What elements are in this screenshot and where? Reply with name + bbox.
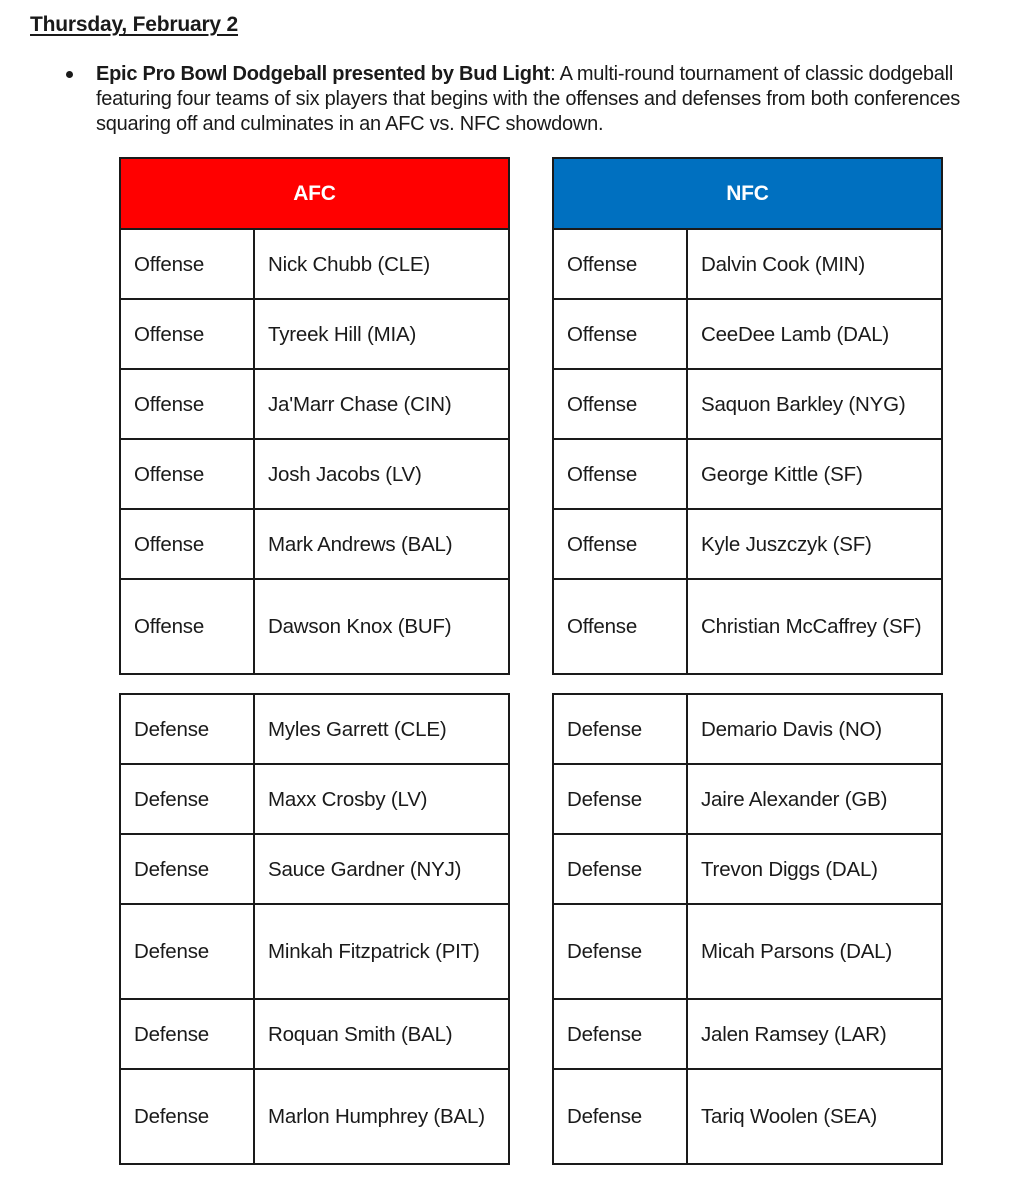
table-row [553,834,942,904]
table-row [120,834,509,904]
table-row [553,229,942,299]
player-cell: CeeDee Lamb (DAL) [687,299,942,369]
event-title: Epic Pro Bowl Dodgeball presented by Bud Light [96,63,551,85]
table-row [120,509,509,579]
player-cell: Trevon Diggs (DAL) [687,834,942,904]
position-cell: Defense [553,1069,687,1164]
player-cell: Nick Chubb (CLE) [254,229,509,299]
table-row [553,579,942,674]
position-cell: Offense [120,229,254,299]
nfc-offense-table [552,157,943,675]
position-cell: Offense [553,579,687,674]
position-cell: Offense [120,509,254,579]
position-cell: Offense [553,369,687,439]
player-cell: Josh Jacobs (LV) [254,439,509,509]
table-row [553,439,942,509]
player-cell: George Kittle (SF) [687,439,942,509]
position-cell: Defense [120,764,254,834]
position-cell: Defense [120,1069,254,1164]
position-cell: Defense [553,904,687,999]
position-cell: Offense [120,299,254,369]
event-description: : A multi-round tournament of classic dodgeball featuring four teams of six players that begins with the offenses and defenses from both conferences squaring off and culminates in an AFC vs. NFC showdown. [96,63,961,135]
position-cell: Offense [120,369,254,439]
player-cell: Ja'Marr Chase (CIN) [254,369,509,439]
table-row [553,369,942,439]
player-cell: Christian McCaffrey (SF) [687,579,942,674]
position-cell: Offense [120,439,254,509]
table-row [553,999,942,1069]
player-cell: Demario Davis (NO) [687,694,942,764]
player-cell: Mark Andrews (BAL) [254,509,509,579]
player-cell: Kyle Juszczyk (SF) [687,509,942,579]
table-row [553,509,942,579]
table-row [553,299,942,369]
bullet-icon [66,71,73,78]
table-row [553,904,942,999]
table-row [120,764,509,834]
table-row [120,369,509,439]
table-row [120,299,509,369]
player-cell: Maxx Crosby (LV) [254,764,509,834]
position-cell: Defense [553,694,687,764]
table-row [120,694,509,764]
table-row [120,999,509,1069]
table-row [553,1069,942,1164]
position-cell: Defense [553,764,687,834]
table-row [120,229,509,299]
player-cell: Roquan Smith (BAL) [254,999,509,1069]
player-cell: Saquon Barkley (NYG) [687,369,942,439]
table-row [553,764,942,834]
nfc-defense-table [552,693,943,1165]
afc-header: AFC [120,158,509,229]
player-cell: Sauce Gardner (NYJ) [254,834,509,904]
date-heading: Thursday, February 2 [30,13,239,36]
player-cell: Jaire Alexander (GB) [687,764,942,834]
player-cell: Micah Parsons (DAL) [687,904,942,999]
nfc-header: NFC [553,158,942,229]
player-cell: Tariq Woolen (SEA) [687,1069,942,1164]
event-description-paragraph [96,62,1016,137]
afc-offense-table [119,157,510,675]
position-cell: Defense [120,999,254,1069]
table-row [120,439,509,509]
player-cell: Minkah Fitzpatrick (PIT) [254,904,509,999]
position-cell: Offense [553,229,687,299]
position-cell: Offense [553,509,687,579]
position-cell: Defense [120,694,254,764]
player-cell: Marlon Humphrey (BAL) [254,1069,509,1164]
player-cell: Dawson Knox (BUF) [254,579,509,674]
table-row [553,694,942,764]
position-cell: Defense [120,904,254,999]
position-cell: Offense [553,299,687,369]
player-cell: Jalen Ramsey (LAR) [687,999,942,1069]
position-cell: Offense [553,439,687,509]
table-row [120,904,509,999]
table-row [120,1069,509,1164]
position-cell: Offense [120,579,254,674]
player-cell: Tyreek Hill (MIA) [254,299,509,369]
afc-defense-table [119,693,510,1165]
player-cell: Dalvin Cook (MIN) [687,229,942,299]
player-cell: Myles Garrett (CLE) [254,694,509,764]
position-cell: Defense [120,834,254,904]
position-cell: Defense [553,834,687,904]
table-row [120,579,509,674]
position-cell: Defense [553,999,687,1069]
